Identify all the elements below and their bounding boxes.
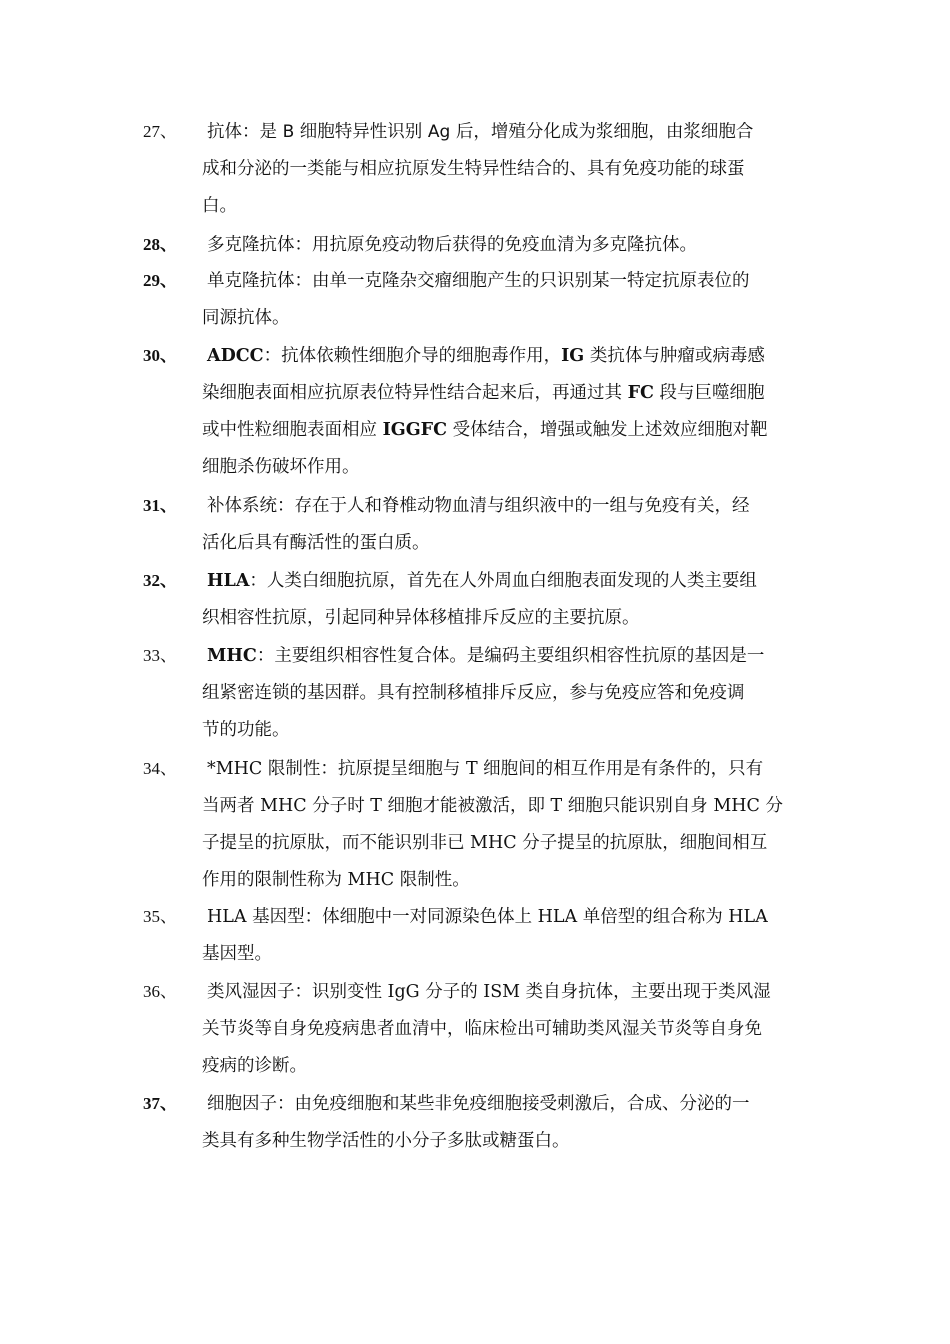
text-line <box>202 412 822 449</box>
text-segment: ：主要组织相容性复合体。是编码主要组织相容性抗原的基因是一 <box>256 646 765 666</box>
text-line <box>202 675 822 712</box>
entry-text <box>202 899 822 973</box>
text-segment: 组紧密连锁的基因群。具有控制移植排斥反应，参与免疫应答和免疫调 <box>202 683 745 703</box>
text-line <box>202 300 822 337</box>
text-line <box>202 1123 822 1160</box>
text-segment: 织相容性抗原，引起同种异体移植排斥反应的主要抗原。 <box>202 608 640 628</box>
text-segment: ：人类白细胞抗原，首先在人外周血白细胞表面发现的人类主要组 <box>249 571 757 591</box>
entry-number: 28、 <box>143 235 177 254</box>
text-line <box>202 114 822 151</box>
text-line <box>202 712 822 749</box>
text-line <box>202 375 822 412</box>
text-line <box>202 1086 822 1123</box>
text-segment: 白。 <box>202 196 237 216</box>
text-line <box>202 788 822 825</box>
text-segment: 类风湿因子：识别变性 IgG 分子的 ISM 类自身抗体，主要出现于类风湿 <box>207 982 771 1002</box>
text-segment: 节的功能。 <box>202 720 290 740</box>
entry-number: 37、 <box>143 1094 177 1113</box>
text-segment: HLA <box>207 571 250 591</box>
entry-text <box>202 227 822 264</box>
entry-text <box>202 114 822 225</box>
text-line <box>202 263 822 300</box>
text-segment: 或中性粒细胞表面相应 <box>202 420 383 440</box>
text-line <box>202 1048 822 1085</box>
text-line <box>202 825 822 862</box>
entry-text <box>202 263 822 337</box>
text-segment: FC <box>627 383 654 403</box>
text-line <box>202 936 822 973</box>
text-segment: 段与巨噬细胞 <box>653 383 765 403</box>
text-segment: 单克隆抗体：由单一克隆杂交瘤细胞产生的只识别某一特定抗原表位的 <box>207 271 750 291</box>
text-segment: 同源抗体。 <box>202 308 290 328</box>
text-segment: 当两者 MHC 分子时 T 细胞才能被激活，即 T 细胞只能识别自身 MHC 分 <box>202 796 783 816</box>
text-line <box>202 449 822 486</box>
text-segment: 关节炎等自身免疫病患者血清中，临床检出可辅助类风湿关节炎等自身免 <box>202 1019 762 1039</box>
text-segment: 受体结合，增强或触发上述效应细胞对靶 <box>447 420 768 440</box>
text-segment: IGGFC <box>382 420 447 440</box>
text-segment: 疫病的诊断。 <box>202 1056 307 1076</box>
entry-text <box>202 488 822 562</box>
text-segment: 细胞杀伤破坏作用。 <box>202 457 360 477</box>
text-line <box>202 338 822 375</box>
entry-text <box>202 751 822 899</box>
text-line <box>202 488 822 525</box>
text-segment: HLA 基因型：体细胞中一对同源染色体上 HLA 单倍型的组合称为 HLA <box>207 907 768 927</box>
text-segment: 多克隆抗体：用抗原免疫动物后获得的免疫血清为多克隆抗体。 <box>207 235 697 255</box>
entry-text <box>202 1086 822 1160</box>
text-segment: 活化后具有酶活性的蛋白质。 <box>202 533 430 553</box>
text-segment: 类抗体与肿瘤或病毒感 <box>584 346 765 366</box>
text-segment: 细胞因子：由免疫细胞和某些非免疫细胞接受刺激后，合成、分泌的一 <box>207 1094 750 1114</box>
entry-text <box>202 563 822 637</box>
entry-number: 35、 <box>143 907 177 926</box>
text-segment: IG <box>561 346 585 366</box>
text-segment: 子提呈的抗原肽，而不能识别非已 MHC 分子提呈的抗原肽，细胞间相互 <box>202 833 768 853</box>
text-line <box>202 1011 822 1048</box>
text-segment: ADCC <box>207 346 264 366</box>
text-line <box>202 751 822 788</box>
entry-number: 34、 <box>143 759 177 778</box>
entry-number: 29、 <box>143 271 177 290</box>
text-segment: 细胞特异性识别 <box>294 122 428 142</box>
text-segment: 抗体：是 <box>207 122 283 142</box>
entry-number: 36、 <box>143 982 177 1001</box>
text-segment: Ag <box>427 122 451 142</box>
text-segment: 后，增殖分化成为浆细胞，由浆细胞合 <box>450 122 754 142</box>
text-line <box>202 188 822 225</box>
text-line <box>202 974 822 1011</box>
entry-text <box>202 638 822 749</box>
text-line <box>202 563 822 600</box>
text-segment: 成和分泌的一类能与相应抗原发生特异性结合的、具有免疫功能的球蛋 <box>202 159 745 179</box>
text-segment: 染细胞表面相应抗原表位特异性结合起来后，再通过其 <box>202 383 628 403</box>
entry-number: 30、 <box>143 346 177 365</box>
text-line <box>202 899 822 936</box>
text-segment: 补体系统：存在于人和脊椎动物血清与组织液中的一组与免疫有关，经 <box>207 496 750 516</box>
entry-number: 32、 <box>143 571 177 590</box>
text-segment: 作用的限制性称为 MHC 限制性。 <box>202 870 470 890</box>
entry-text <box>202 338 822 486</box>
text-line <box>202 227 822 264</box>
entry-number: 31、 <box>143 496 177 515</box>
entry-text <box>202 974 822 1085</box>
text-segment: 基因型。 <box>202 944 272 964</box>
text-segment: B <box>282 122 295 142</box>
text-line <box>202 151 822 188</box>
text-segment: *MHC 限制性：抗原提呈细胞与 T 细胞间的相互作用是有条件的，只有 <box>207 759 764 779</box>
text-segment: 类具有多种生物学活性的小分子多肽或糖蛋白。 <box>202 1131 570 1151</box>
text-segment: ：抗体依赖性细胞介导的细胞毒作用， <box>263 346 562 366</box>
text-segment: MHC <box>207 646 257 666</box>
entry-number: 33、 <box>143 646 177 665</box>
entry-number: 27、 <box>143 122 177 141</box>
text-line <box>202 862 822 899</box>
text-line <box>202 600 822 637</box>
text-line <box>202 525 822 562</box>
text-line <box>202 638 822 675</box>
